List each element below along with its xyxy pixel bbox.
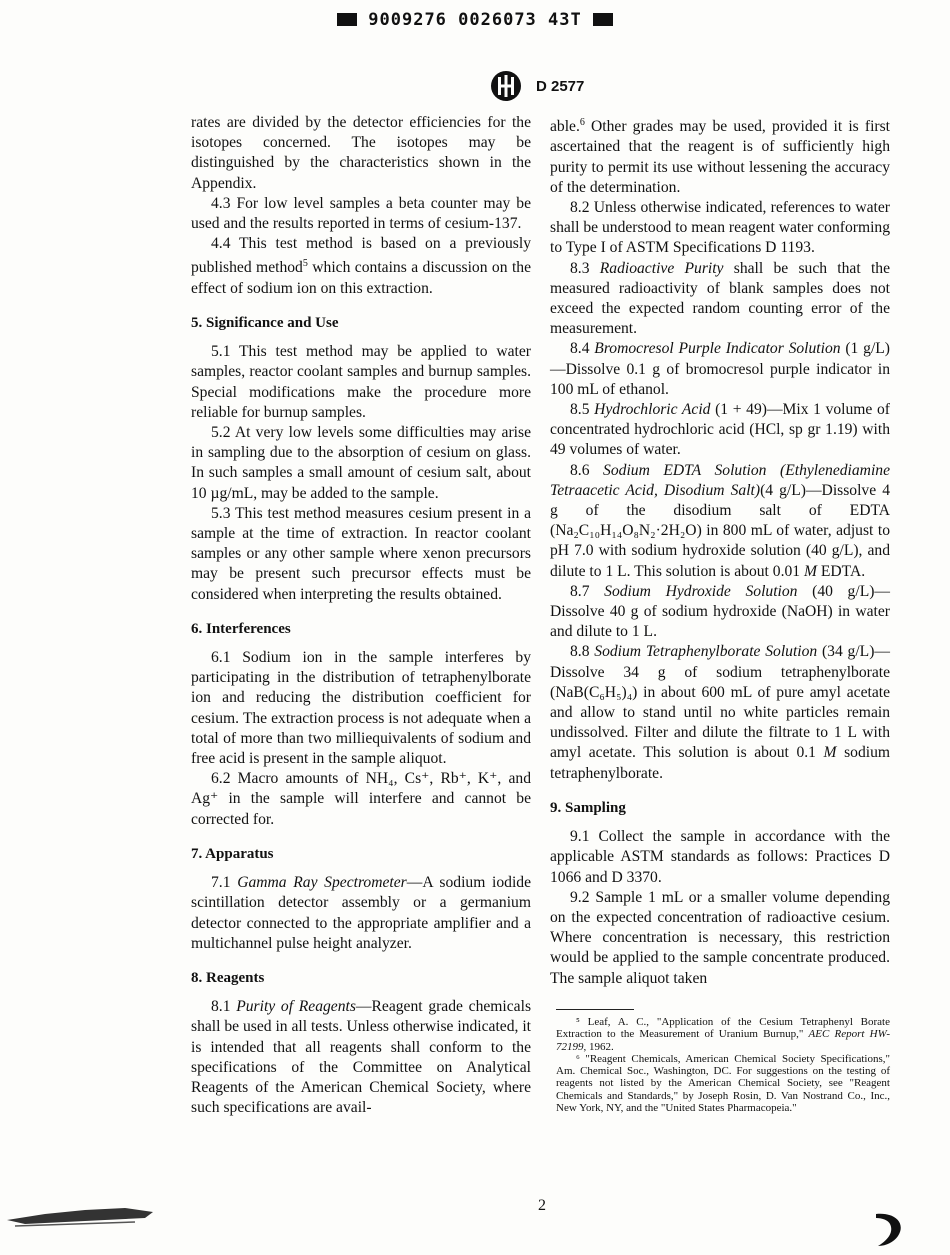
paragraph-5-1: 5.1 This test method may be applied to water samples, reactor coolant samples and burnup samples. Special modifications make the procedure more reliable for burnup samples.	[191, 343, 531, 421]
section-heading-5: 5. Significance and Use	[191, 315, 339, 332]
paragraph-8-7: 8.7 Sodium Hydroxide Solution (40 g/L)—Dissolve 40 g of sodium hydroxide (NaOH) in water and dilute to 1 L.	[550, 582, 890, 641]
black-bar-mark-left	[337, 13, 357, 26]
page-number: 2	[538, 1197, 546, 1214]
section-heading-9: 9. Sampling	[550, 799, 626, 816]
paragraph-7-1: 7.1 Gamma Ray Spectrometer—A sodium iodide scintillation detector assembly or a germanium detector connected to the appropriate amplifier and a multichannel pulse height analyzer.	[191, 874, 531, 952]
paragraph-5-3: 5.3 This test method measures cesium present in a sample at the time of extraction. In reactor coolant samples or any other sample where xenon precursors may be present such precursor effects must be considered when interpreting the results obtained.	[191, 504, 531, 603]
footnote-rule	[556, 1009, 634, 1010]
footnote-6: ⁶ "Reagent Chemicals, American Chemical Society Specifications," Am. Chemical Soc., Washington, DC. For suggestions on the testing of reagents not listed by the American Chemical Society, see "Reagent Chemicals and Standards," by Joseph Rosin, D. Van Nostrand Co., Inc., New York, NY, and the "United States Pharmacopeia."	[556, 1052, 890, 1115]
paragraph-9-2: 9.2 Sample 1 mL or a smaller volume depending on the expected concentration of radioactive cesium. Where concentration is necessary, this restriction would be applied to the sample concentrate produced. The sample aliquot taken	[550, 888, 890, 987]
footnote-5: ⁵ Leaf, A. C., "Application of the Cesium Tetraphenyl Borate Extraction to the Measurement of Uranium Burnup," AEC Report HW-72199, 1962.	[556, 1016, 890, 1053]
scan-artifact-icon	[5, 1200, 155, 1228]
paragraph-4-3: 4.3 For low level samples a beta counter may be used and the results reported in terms of cesium-137.	[191, 194, 531, 233]
footnotes	[556, 1009, 890, 1114]
paragraph-8-1-continued: able.$^6$ Other grades may be used, provided it is first ascertained that the reagent is of sufficiently high purity to permit its use without lessening the accuracy of the determination.	[550, 117, 890, 196]
paragraph-6-2: 6.2 Macro amounts of NH₄, Cs⁺, Rb⁺, K⁺, and Ag⁺ in the sample will interfere and cannot be corrected for.	[191, 770, 531, 828]
paragraph-8-4: 8.4 Bromocresol Purple Indicator Solution (1 g/L)—Dissolve 0.1 g of bromocresol purple indicator in 100 mL of ethanol.	[550, 340, 890, 398]
page-header	[490, 70, 584, 102]
page-curl-mark-icon	[872, 1210, 906, 1248]
paragraph-4-4: 4.4 This test method is based on a previously published method$^5$ which contains a discussion on the effect of sodium ion on this extraction.	[191, 235, 532, 297]
paragraph-9-1: 9.1 Collect the sample in accordance with the applicable ASTM standards as follows: Practices D 1066 and D 3370.	[550, 828, 890, 886]
right-column	[550, 113, 890, 989]
control-code-text: 9009276 0026073 43T	[368, 10, 582, 30]
left-column	[191, 113, 531, 1118]
paragraph-5-2: 5.2 At very low levels some difficulties may arise in sampling due to the absorption of cesium on glass. In such samples a small amount of cesium salt, about 10 µg/mL, may be added to the sample.	[191, 424, 531, 502]
paragraph-8-3: 8.3 Radioactive Purity shall be such that the measured radioactivity of blank samples does not exceed the expected random counting error of the measurement.	[550, 259, 890, 338]
footnote-ref-5: 5	[302, 258, 308, 270]
black-bar-mark-right	[593, 13, 613, 26]
astm-logo-icon	[490, 70, 522, 102]
paragraph-8-6: 8.6 Sodium EDTA Solution (Ethylenediamine Tetraacetic Acid, Disodium Salt)(4 g/L)—Dissolve 4 g of the disodium salt of EDTA (Na₂C₁₀H₁₄O₈N₂·2H₂O) in 800 mL of water, adjust to pH 7.0 with sodium hydroxide solution (40 g/L), and dilute to 1 L. This solution is about 0.01 M EDTA.	[550, 461, 890, 580]
paragraph-4-2-continued: rates are divided by the detector efficiencies for the isotopes concerned. The isotopes may be distinguished by the characteristics shown in the Appendix.	[191, 114, 531, 192]
footnote-ref-6: 6	[579, 117, 585, 128]
paragraph-8-2: 8.2 Unless otherwise indicated, references to water shall be understood to mean reagent water conforming to Type I of ASTM Specifications D 1193.	[550, 199, 890, 257]
standard-designation: D 2577	[536, 77, 585, 95]
section-heading-6: 6. Interferences	[191, 620, 291, 637]
section-heading-7: 7. Apparatus	[191, 845, 274, 862]
paragraph-8-1: 8.1 Purity of Reagents—Reagent grade chemicals shall be used in all tests. Unless otherwise indicated, it is intended that all reagents shall conform to the specifications of the Committee on Analytical Reagents of the American Chemical Society, where such specifications are avail-	[191, 998, 532, 1117]
document-control-code	[0, 10, 950, 30]
section-heading-8: 8. Reagents	[191, 969, 265, 986]
paragraph-8-8: 8.8 Sodium Tetraphenylborate Solution (34 g/L)—Dissolve 34 g of sodium tetraphenylborate (NaB(C₆H₅)₄) in about 600 mL of pure amyl acetate and allow to stand until no white particles remain undissolved. Filter and dilute the filtrate to 1 L with amyl acetate. This solution is about 0.1 M sodium tetraphenylborate.	[550, 643, 890, 782]
paragraph-8-5: 8.5 Hydrochloric Acid (1 + 49)—Mix 1 volume of concentrated hydrochloric acid (HCl, sp gr 1.19) with 49 volumes of water.	[550, 401, 890, 459]
paragraph-6-1: 6.1 Sodium ion in the sample interferes by participating in the distribution of tetraphenylborate ion and reducing the distribution coefficient for cesium. The extraction process is not adequate when a total of more than two milliequivalents of sodium and free acid is present in the sample aliquot.	[191, 649, 531, 768]
